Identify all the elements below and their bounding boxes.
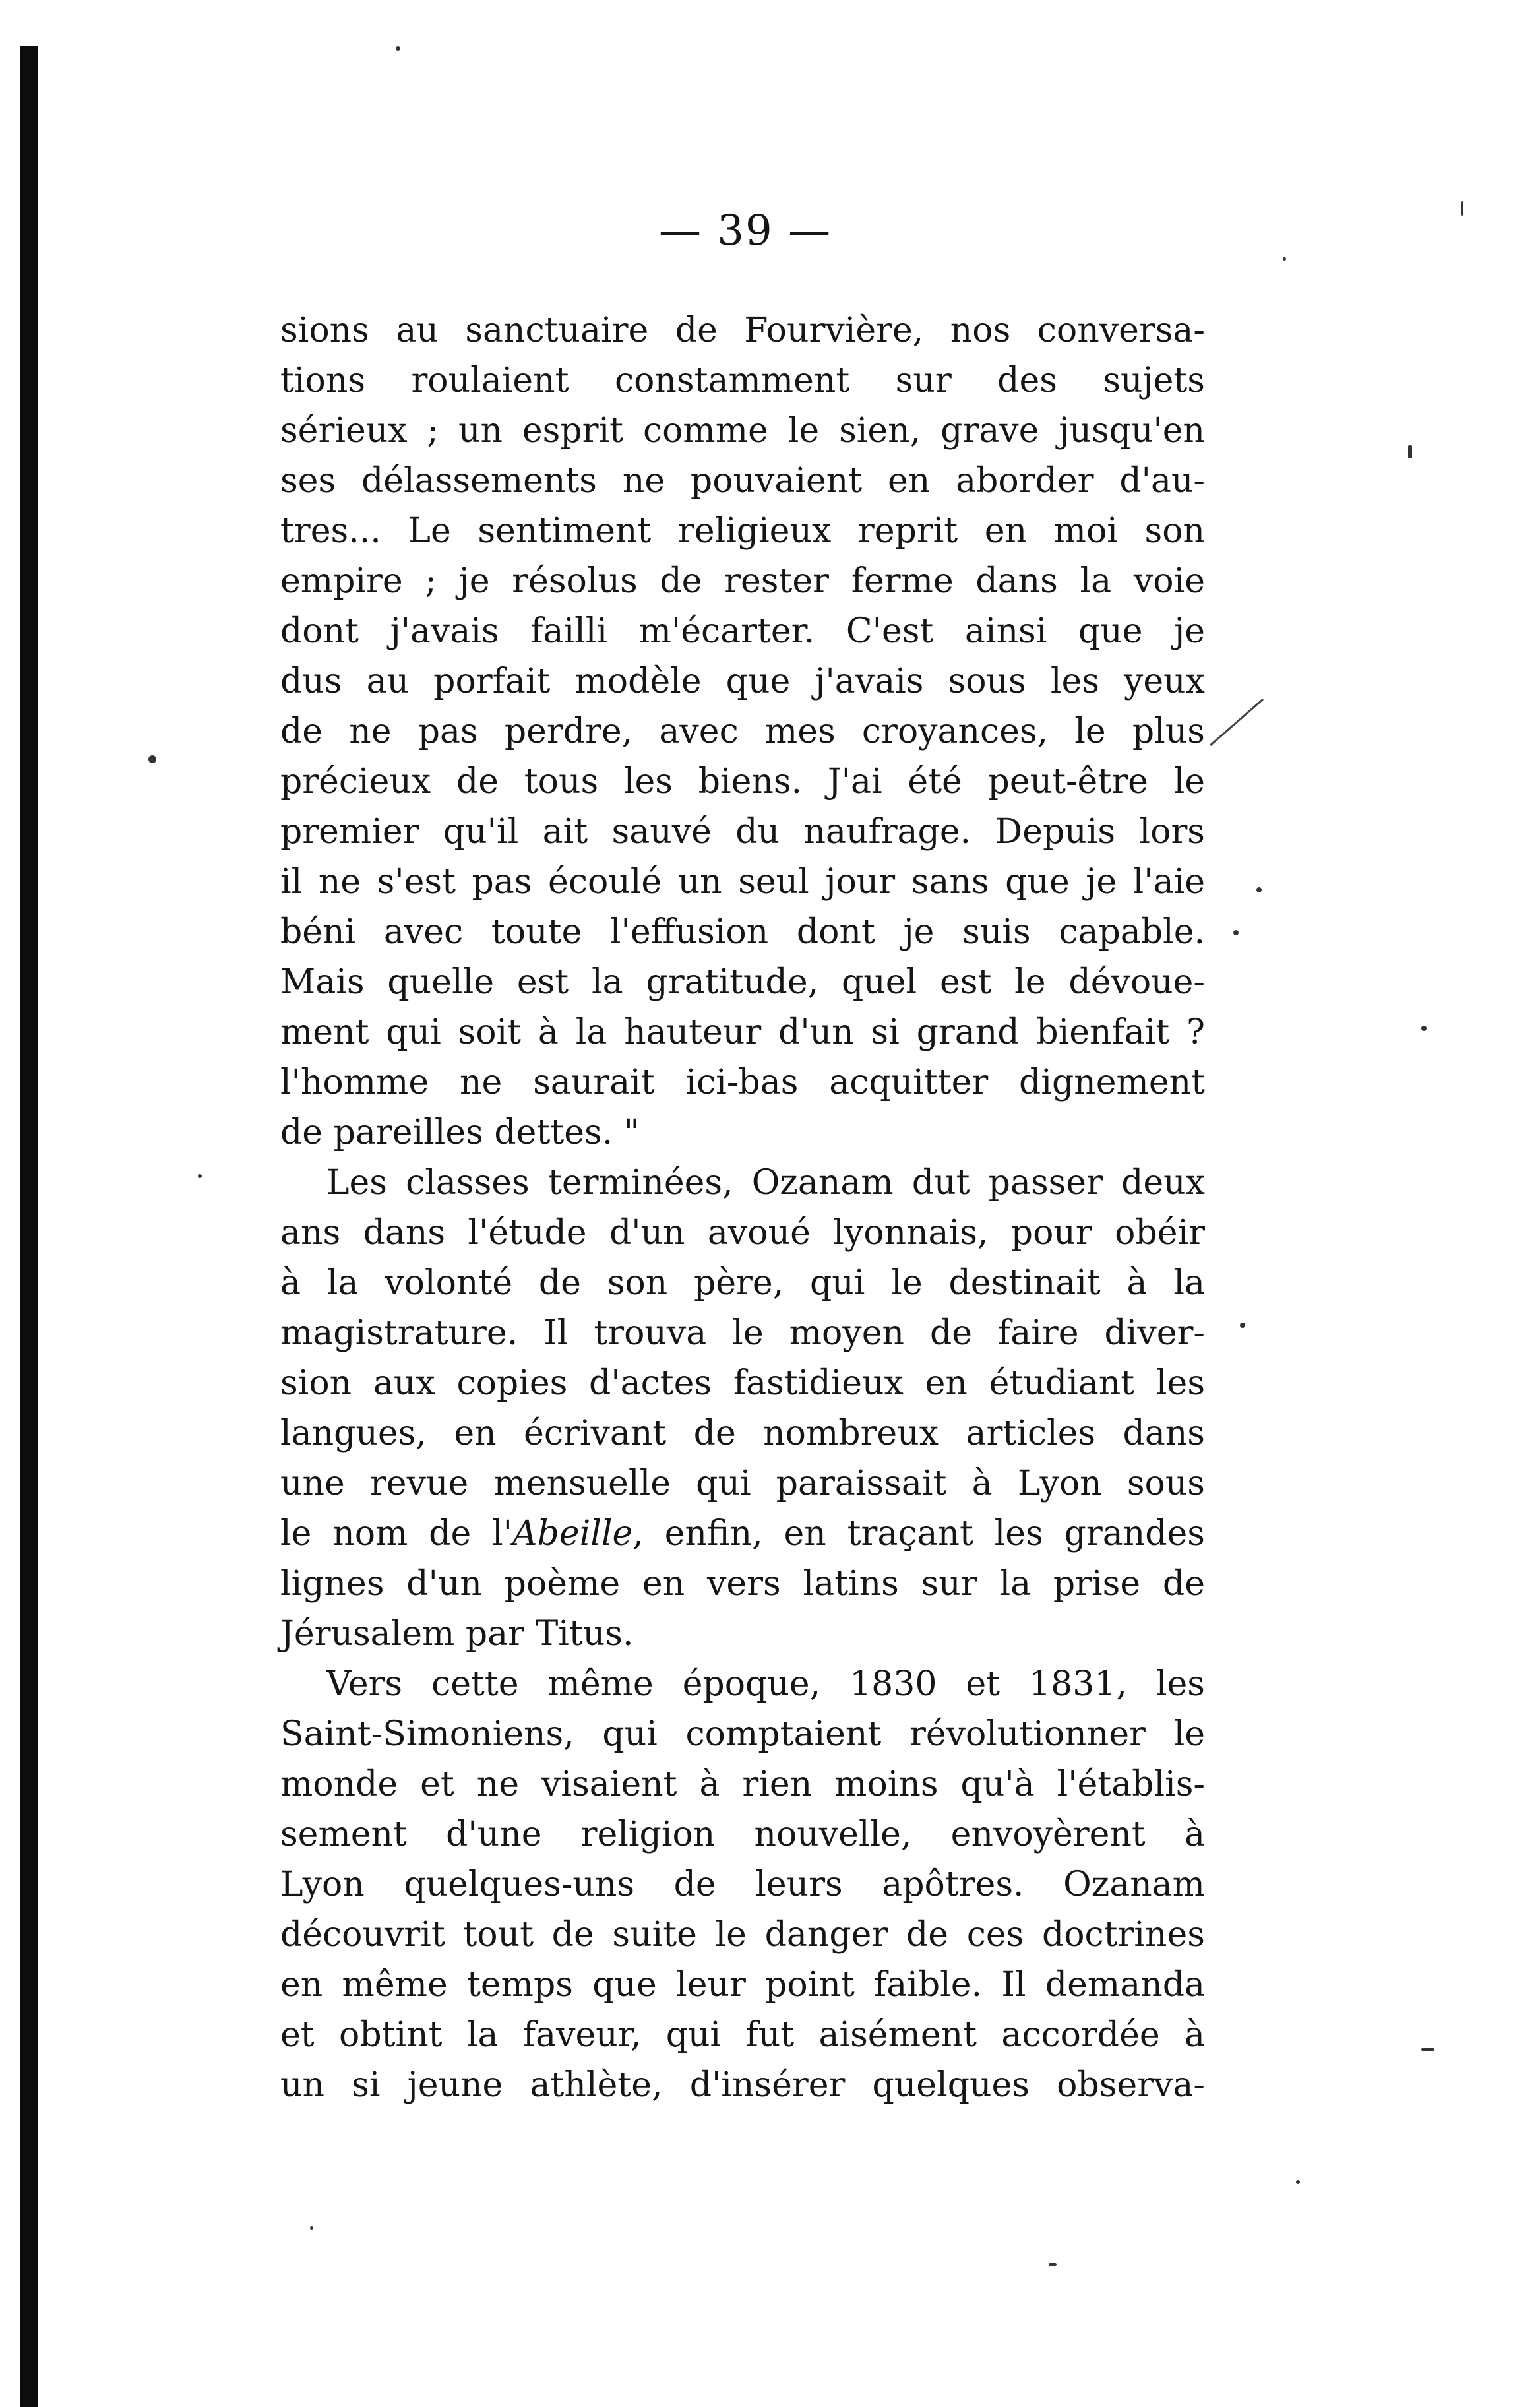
text-line: monde et ne visaient à rien moins qu'à l'établis- [280, 1765, 1205, 1804]
text-line: magistrature. Il trouva le moyen de faire diver- [280, 1313, 1205, 1353]
print-speck [1296, 2180, 1300, 2184]
text-line: à la volonté de son père, qui le destinait à la [280, 1263, 1205, 1303]
print-speck [1408, 445, 1412, 458]
print-speck [396, 46, 400, 51]
italic-title: Abeille [512, 1514, 633, 1553]
pen-stroke-mark [1207, 696, 1266, 749]
text-line: le nom de l'Abeille, enfin, en traçant les grandes [280, 1514, 1205, 1553]
text-line: l'homme ne saurait ici-bas acquitter dignement [280, 1063, 1205, 1102]
text-line: lignes d'un poème en vers latins sur la prise de [280, 1564, 1205, 1604]
print-speck [1240, 1323, 1245, 1328]
text-line: il ne s'est pas écoulé un seul jour sans que je l'aie [280, 862, 1205, 902]
text-line: Mais quelle est la gratitude, quel est le dévoue- [280, 962, 1205, 1002]
text-line: dus au porfait modèle que j'avais sous les yeux [280, 662, 1205, 701]
text-line: sions au sanctuaire de Fourvière, nos conversa- [280, 311, 1205, 350]
print-speck [148, 755, 156, 763]
text-line: dont j'avais failli m'écarter. C'est ainsi que je [280, 611, 1205, 651]
page-number: — 39 — [658, 206, 832, 255]
text-line: précieux de tous les biens. J'ai été peut-être le [280, 762, 1205, 801]
text-line: sion aux copies d'actes fastidieux en étudiant les [280, 1363, 1205, 1403]
text-line: une revue mensuelle qui paraissait à Lyon sous [280, 1464, 1205, 1503]
text-line: Saint-Simoniens, qui comptaient révolutionner le [280, 1714, 1205, 1754]
text-line: béni avec toute l'effusion dont je suis capable. [280, 912, 1205, 952]
print-speck [310, 2226, 313, 2230]
text-line: empire ; je résolus de rester ferme dans la voie [280, 561, 1205, 601]
print-speck [1256, 887, 1262, 892]
print-speck [198, 1174, 202, 1178]
print-speck [1421, 2048, 1434, 2051]
text-line: et obtint la faveur, qui fut aisément accordée à [280, 2015, 1205, 2055]
text-line: langues, en écrivant de nombreux articles dans [280, 1414, 1205, 1453]
text-line: de pareilles dettes. " [280, 1113, 640, 1152]
text-line: sérieux ; un esprit comme le sien, grave jusqu'en [280, 411, 1205, 451]
print-speck [1461, 201, 1463, 216]
print-speck [1283, 257, 1286, 261]
print-speck [1233, 930, 1239, 935]
page-binding-edge [20, 46, 38, 2407]
text-line: de ne pas perdre, avec mes croyances, le plus [280, 712, 1205, 751]
text-line: en même temps que leur point faible. Il demanda [280, 1965, 1205, 2005]
text-line: Vers cette même époque, 1830 et 1831, les [326, 1664, 1205, 1704]
body-text [280, 305, 1205, 2110]
text-line: ment qui soit à la hauteur d'un si grand bienfait ? [280, 1013, 1205, 1052]
text-line: découvrit tout de suite le danger de ces doctrines [280, 1915, 1205, 1954]
text-line: ses délassements ne pouvaient en aborder d'au- [280, 461, 1205, 501]
print-speck [1049, 2263, 1057, 2266]
text-line: Lyon quelques-uns de leurs apôtres. Ozanam [280, 1865, 1205, 1904]
text-line: sement d'une religion nouvelle, envoyèrent à [280, 1815, 1205, 1854]
text-line: ans dans l'étude d'un avoué lyonnais, pour obéir [280, 1213, 1205, 1253]
text-line: un si jeune athlète, d'insérer quelques observa- [280, 2065, 1205, 2105]
print-speck [1421, 1026, 1427, 1031]
text-line: tres... Le sentiment religieux reprit en moi son [280, 511, 1205, 551]
text-line: Les classes terminées, Ozanam dut passer deux [326, 1163, 1205, 1203]
text-line: tions roulaient constamment sur des sujets [280, 361, 1205, 400]
text-line: premier qu'il ait sauvé du naufrage. Depuis lors [280, 812, 1205, 852]
text-line: Jérusalem par Titus. [280, 1614, 634, 1654]
